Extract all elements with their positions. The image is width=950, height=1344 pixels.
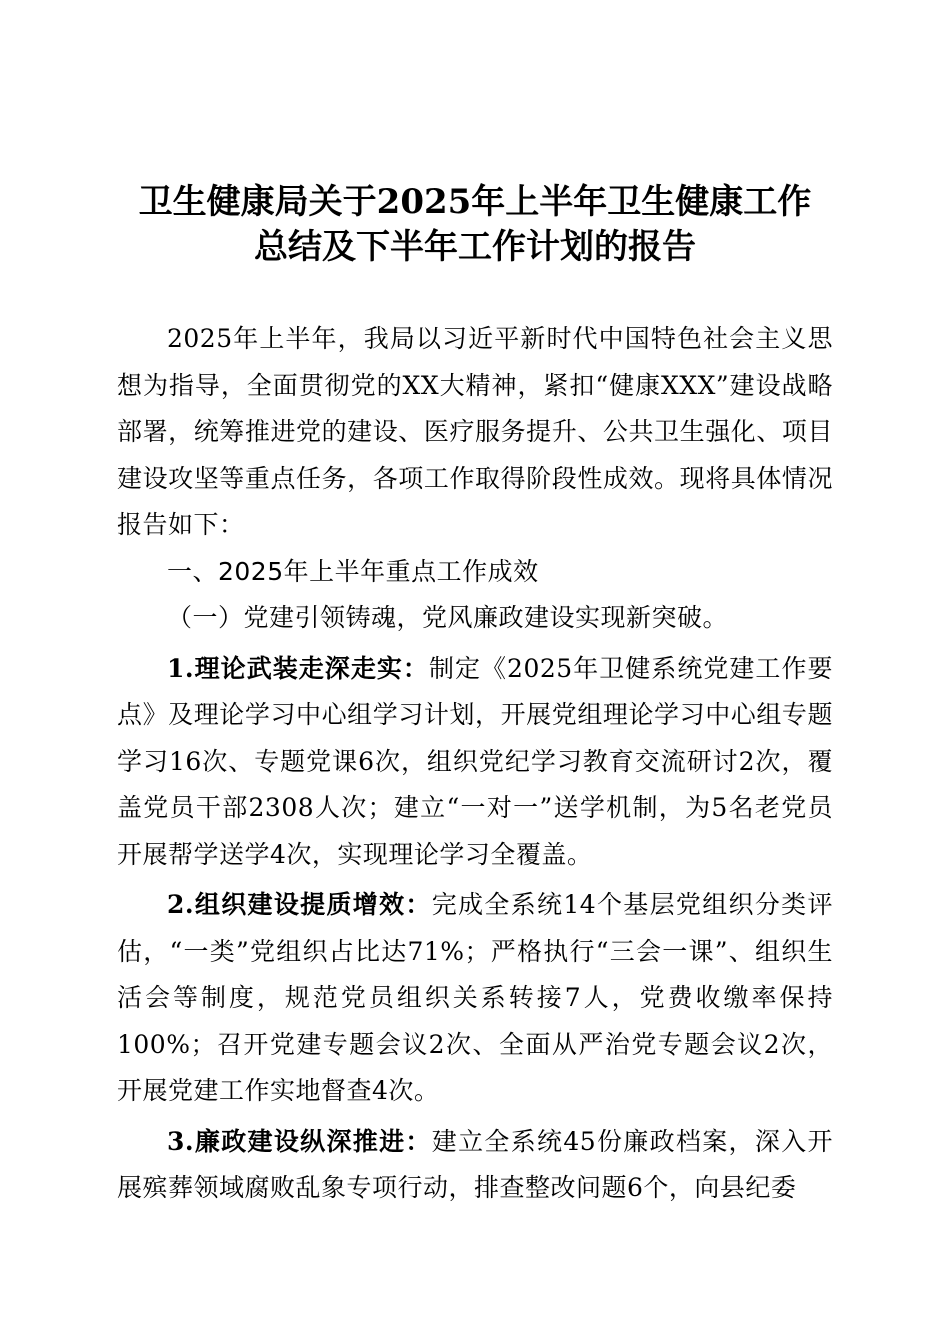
document-body [117, 316, 833, 1212]
item-text: 建立全系统45份廉政档案，深入开展殡葬领域腐败乱象专项行动，排查整改问题6个，向县纪委 [117, 1126, 833, 1202]
section-heading: 一、2025年上半年重点工作成效 [167, 556, 539, 586]
item-paragraph [117, 646, 833, 879]
item-text: 完成全系统14个基层党组织分类评估，“一类”党组织占比达71%；严格执行“三会一课”、组织生活会等制度，规范党员组织关系转接7人，党费收缴率保持100%；召开党建专题会议2次、全面从严治党专题会议2次，开展党建工作实地督查4次。 [117, 890, 833, 1105]
item-lead: 3.廉政建设纵深推进： [167, 1126, 432, 1156]
title-line-1: 卫生健康局关于2025年上半年卫生健康工作 [138, 182, 812, 222]
item-paragraph [117, 882, 833, 1115]
item-text: 制定《2025年卫健系统党建工作要点》及理论学习中心组学习计划，开展党组理论学习中心组专题学习16次、专题党课6次，组织党纪学习教育交流研讨2次，覆盖党员干部2308人次；建立“一对一”送学机制，为5名老党员开展帮学送学4次，实现理论学习全覆盖。 [117, 653, 833, 869]
subsection-heading: （一）党建引领铸魂，党风廉政建设实现新突破。 [167, 603, 729, 632]
item-paragraph [117, 1119, 833, 1212]
item-lead: 1.理论武装走深走实： [167, 653, 429, 683]
document-title [0, 180, 950, 270]
title-line-2: 总结及下半年工作计划的报告 [254, 227, 696, 267]
item-lead: 2.组织建设提质增效： [167, 890, 432, 919]
intro-paragraph: 2025年上半年，我局以习近平新时代中国特色社会主义思想为指导，全面贯彻党的XX大精神，紧扣“健康XXX”建设战略部署，统筹推进党的建设、医疗服务提升、公共卫生强化、项目建设攻坚等重点任务，各项工作取得阶段性成效。现将具体情况报告如下： [117, 324, 833, 539]
